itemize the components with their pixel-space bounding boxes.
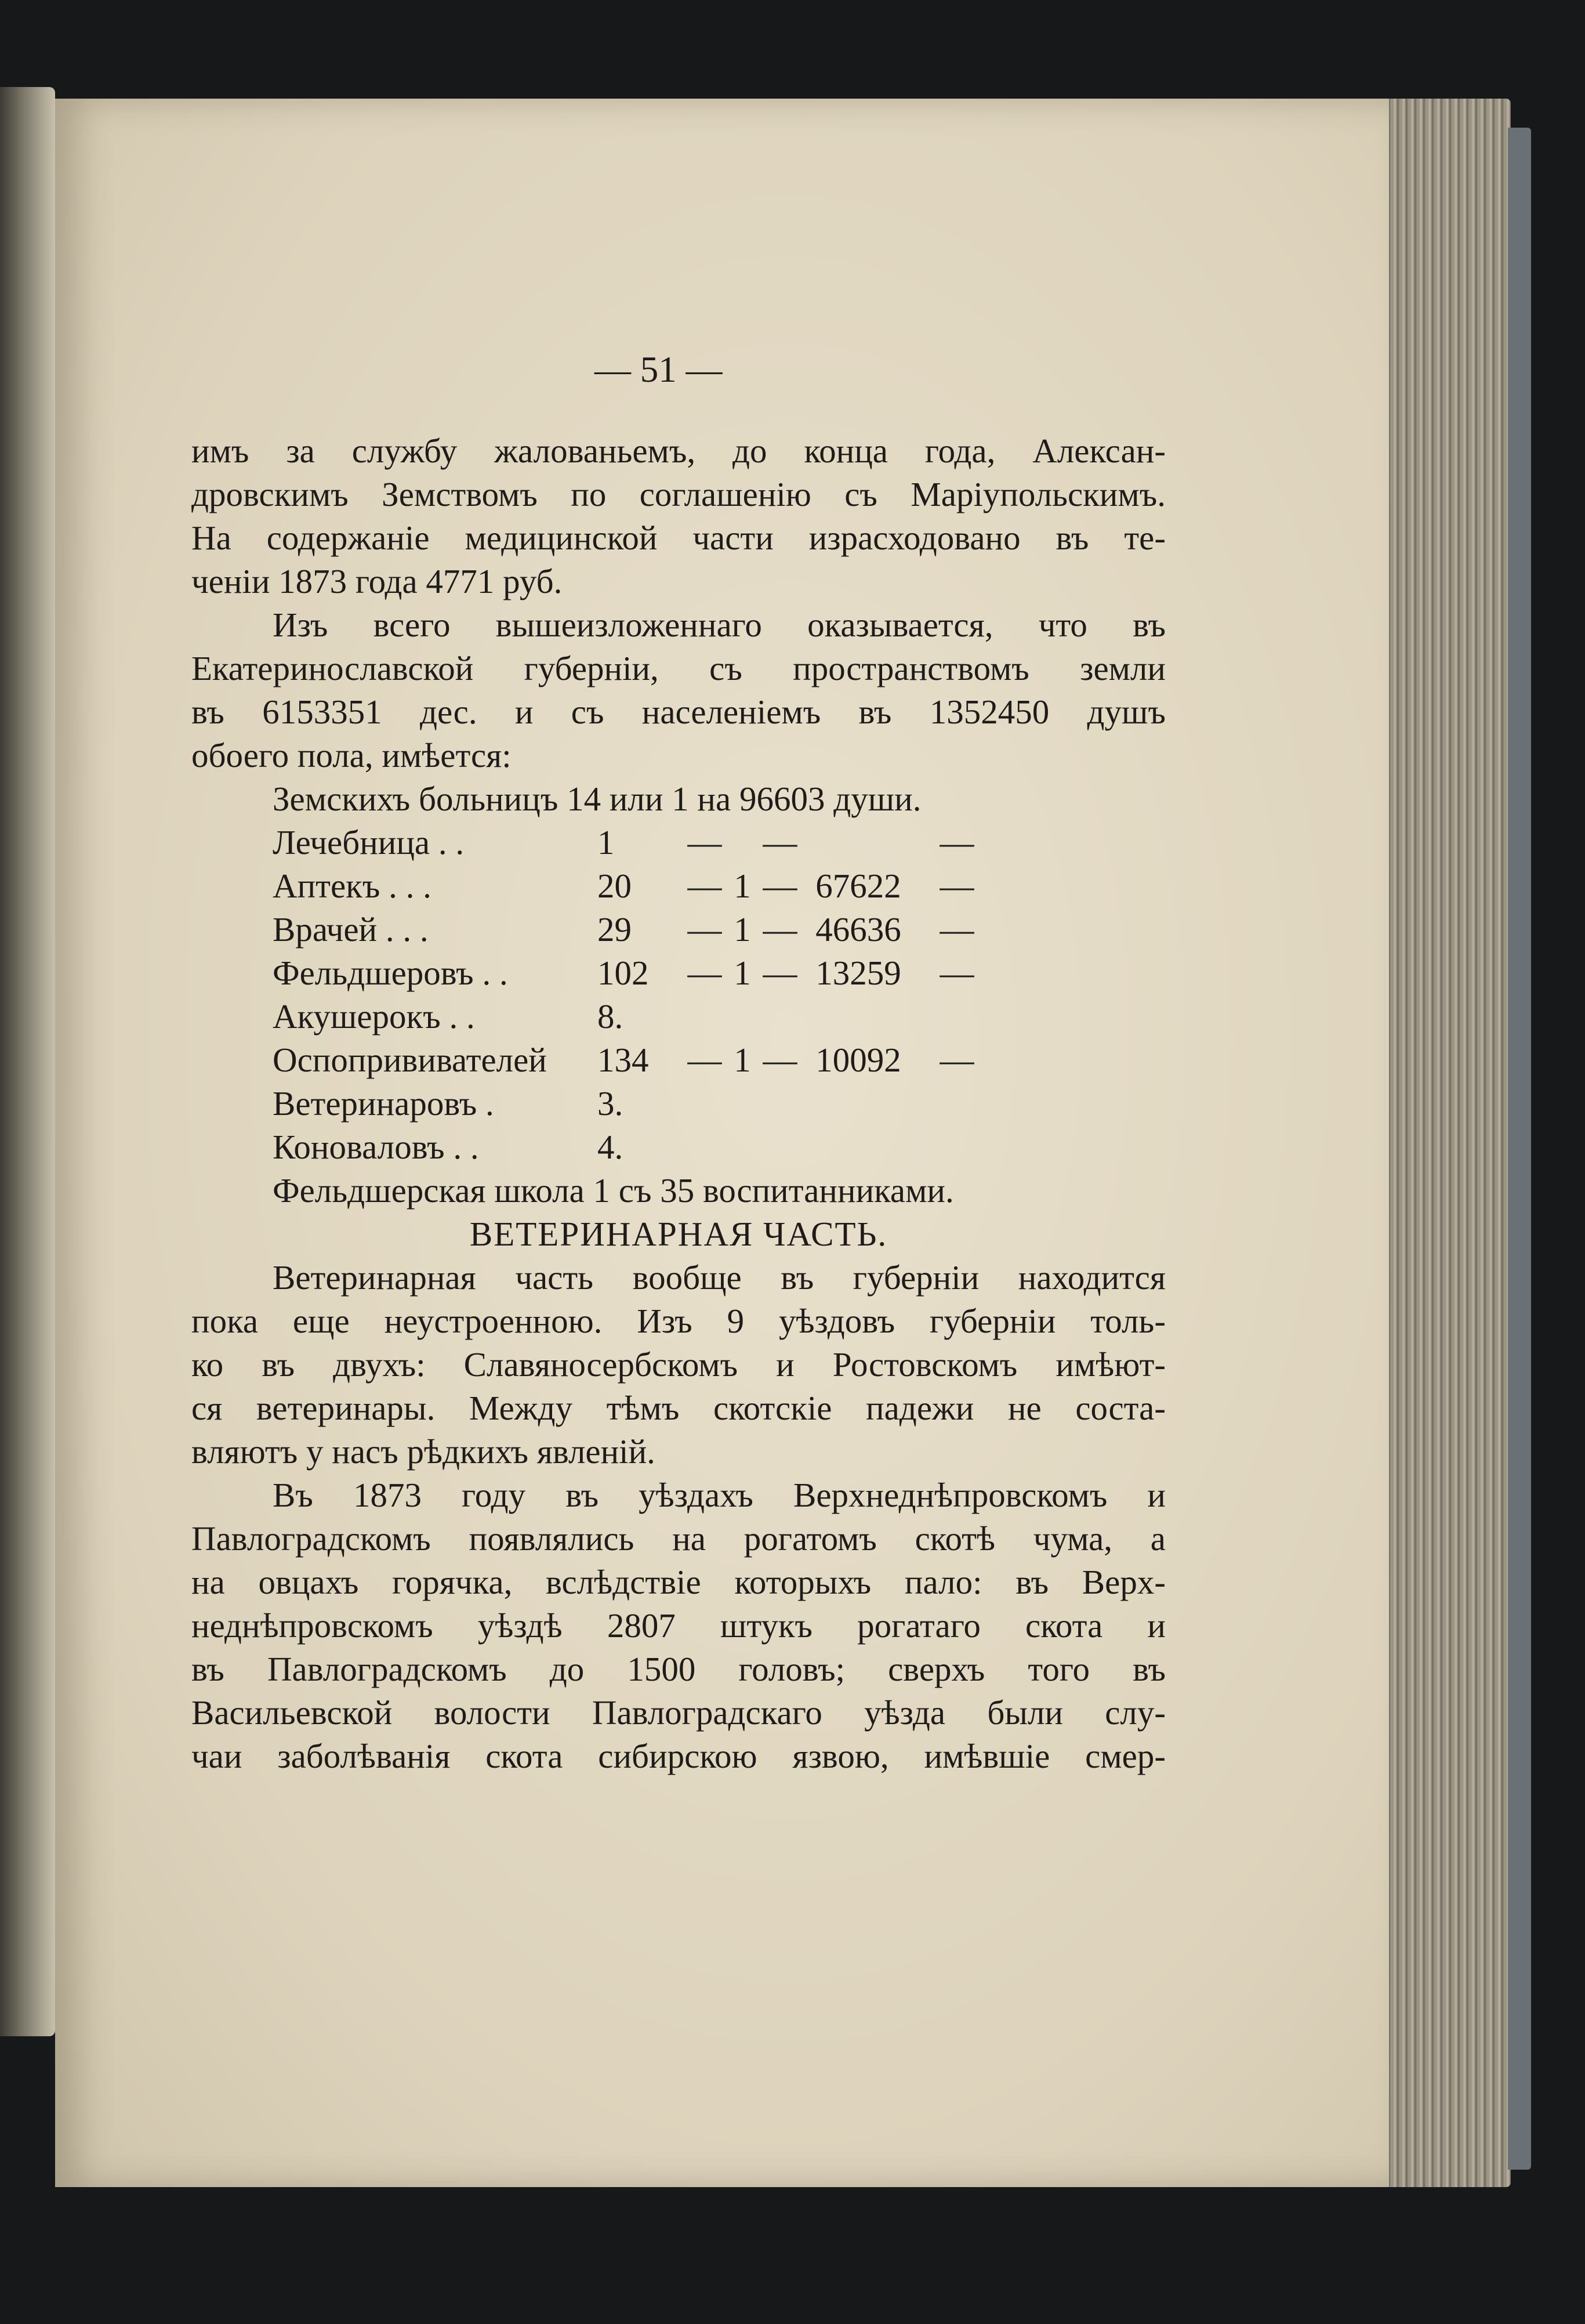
stats-name: Фельдшеровъ . . [273, 954, 508, 992]
stats-dash: — [940, 954, 974, 992]
stats-count: 1 [597, 823, 615, 861]
text-line: На содержаніе медицинской части израсходовано въ те- [191, 519, 1166, 557]
stats-dash: — [763, 823, 797, 861]
page-number: — 51 — [594, 349, 723, 390]
text-line: обоего пола, имѣется: [191, 736, 512, 774]
paragraph-4 [191, 1474, 1166, 1778]
stats-one [725, 821, 760, 864]
left-page-edge [0, 87, 55, 2036]
paragraph-2 [191, 603, 1166, 777]
stats-count: 20 [597, 867, 632, 905]
stats-count: 29 [597, 910, 632, 949]
text-line: Изъ всего вышеизложеннаго оказывается, что въ [273, 606, 1166, 644]
stats-ratio: 13259 [815, 954, 901, 992]
stats-name: Аптекъ . . . [273, 867, 431, 905]
text-line: на овцахъ горячка, вслѣдствіе которыхъ пало: въ Верх- [191, 1563, 1166, 1601]
stats-one: 1 [734, 867, 751, 905]
stats-ratio: 10092 [815, 1041, 901, 1079]
stats-ratio: 46636 [815, 910, 901, 949]
stats-row [273, 1038, 1166, 1082]
text-line: ся ветеринары. Между тѣмъ скотскіе падежи не соста- [191, 1389, 1166, 1427]
text-line: вляютъ у насъ рѣдкихъ явленій. [191, 1432, 655, 1471]
stats-dash: — [940, 910, 974, 949]
stats-row [273, 995, 1166, 1038]
stats-dash: — [687, 823, 722, 861]
text-line: чаи заболѣванія скота сибирскою язвою, имѣвшіе смер- [191, 1737, 1166, 1775]
stats-dash: — [687, 1041, 722, 1079]
stats-rows [273, 821, 1166, 1169]
stats-row [273, 908, 1166, 951]
stats-dash: — [940, 1041, 974, 1079]
stats-name: Лечебница . . [273, 823, 465, 861]
stats-name: Ветеринаровъ . [273, 1084, 494, 1123]
stats-name: Врачей . . . [273, 910, 429, 949]
text-line: Павлоградскомъ появлялись на рогатомъ скотѣ чума, а [191, 1519, 1166, 1558]
statistics-table [191, 777, 1166, 1212]
stats-dash: — [763, 1041, 797, 1079]
text-line: въ 6153351 дес. и съ населеніемъ въ 1352450 душъ [191, 693, 1166, 731]
stats-school-line: Фельдшерская школа 1 съ 35 воспитанниками. [273, 1171, 954, 1210]
section-heading: ВЕТЕРИНАРНАЯ ЧАСТЬ. [469, 1215, 888, 1253]
stats-hospitals-line: Земскихъ больницъ 14 или 1 на 96603 души. [273, 780, 922, 818]
stats-row [273, 951, 1166, 995]
text-line: Екатеринославской губерніи, съ пространствомъ земли [191, 649, 1166, 687]
stats-dash: — [687, 910, 722, 949]
stats-count: 102 [597, 954, 649, 992]
stats-row [273, 864, 1166, 908]
text-line: ко въ двухъ: Славяносербскомъ и Ростовскомъ имѣют- [191, 1345, 1166, 1384]
stats-name: Коноваловъ . . [273, 1128, 479, 1166]
stats-dash: — [687, 954, 722, 992]
stats-row [273, 1125, 1166, 1169]
page-text [191, 429, 1166, 1778]
stats-dash: — [687, 867, 722, 905]
stats-ratio: 67622 [815, 867, 901, 905]
stats-ratio [800, 821, 916, 864]
stats-count: 4. [597, 1128, 623, 1166]
text-line: Въ 1873 году въ уѣздахъ Верхнеднѣпровскомъ и [273, 1476, 1166, 1514]
stats-dash: — [940, 867, 974, 905]
stats-row [273, 1082, 1166, 1125]
stats-count: 134 [597, 1041, 649, 1079]
paragraph-3 [191, 1256, 1166, 1474]
text-line: дровскимъ Земствомъ по соглашенію съ Маріупольскимъ. [191, 475, 1166, 513]
stats-dash: — [940, 823, 974, 861]
paragraph-1 [191, 429, 1166, 603]
text-line: Ветеринарная часть вообще въ губерніи находится [273, 1258, 1166, 1297]
book-page-edges [1374, 99, 1511, 2187]
stats-name: Акушерокъ . . [273, 997, 475, 1036]
stats-one: 1 [734, 910, 751, 949]
stats-dash: — [763, 954, 797, 992]
text-line: неднѣпровскомъ уѣздѣ 2807 штукъ рогатаго скота и [191, 1606, 1166, 1645]
text-line: пока еще неустроенною. Изъ 9 уѣздовъ губерніи толь- [191, 1302, 1166, 1340]
stats-one: 1 [734, 1041, 751, 1079]
stats-count: 8. [597, 997, 623, 1036]
book-cover-edge [1508, 128, 1531, 2170]
stats-count: 3. [597, 1084, 623, 1123]
stats-row [273, 821, 1166, 864]
text-line: имъ за службу жалованьемъ, до конца года, Алексан- [191, 432, 1166, 470]
text-line: ченіи 1873 года 4771 руб. [191, 562, 563, 600]
stats-dash: — [763, 910, 797, 949]
stats-dash: — [763, 867, 797, 905]
text-line: въ Павлоградскомъ до 1500 головъ; сверхъ того въ [191, 1650, 1166, 1688]
stats-one: 1 [734, 954, 751, 992]
text-line: Васильевской волости Павлоградскаго уѣзда были слу- [191, 1693, 1166, 1732]
stats-name: Оспопрививателей [273, 1041, 547, 1079]
